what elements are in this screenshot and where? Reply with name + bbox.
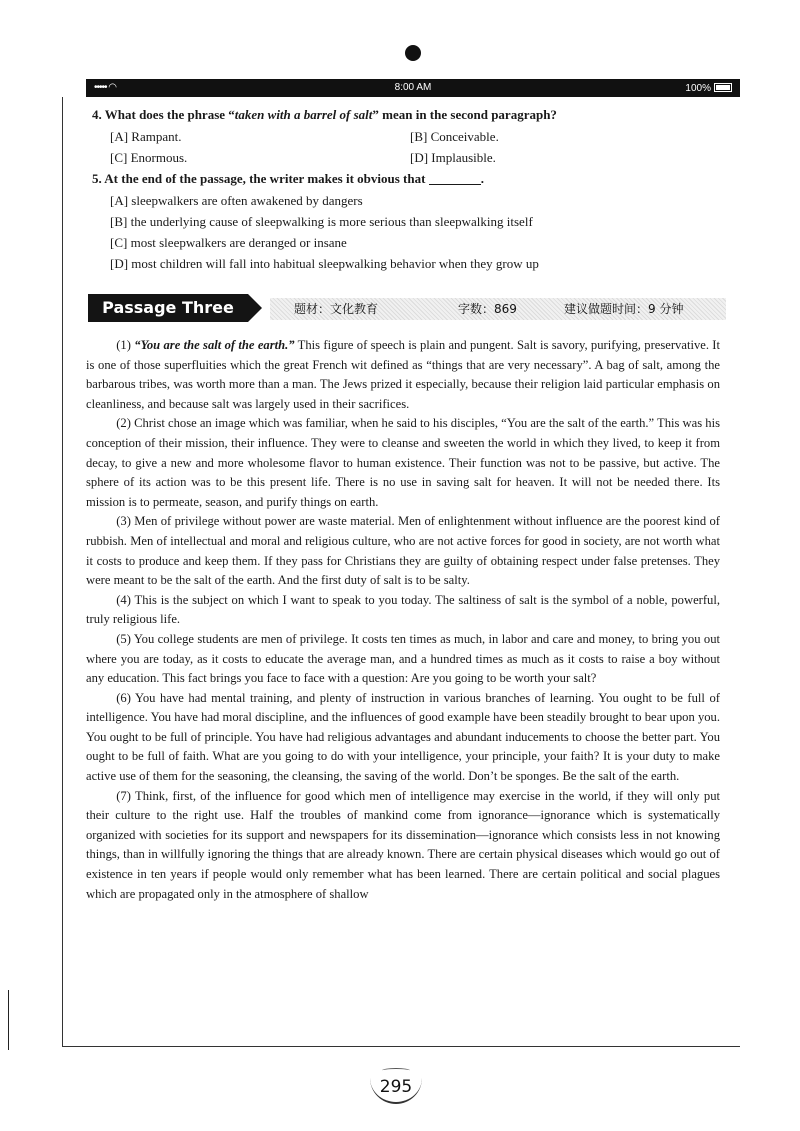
passage-meta: [270, 298, 726, 320]
paragraph-text: Christ chose an image which was familiar, when he said to his disciples, “You are the salt of the earth.” This was his conception of their mission, their influence. They were to cleanse and sweeten the world in which they lived, to keep it from decay, to give a new and more wholesome flavor to human existence. Their function was not to be passive, but active. The sphere of its action was to be this present life. There is no use in saving salt for heaven. It will not be needed there. Its mission is to permeate, season, and purify things on earth.: [86, 416, 720, 509]
question-block: [92, 104, 722, 274]
page-frame-left: [62, 97, 63, 1047]
paragraph: [86, 591, 720, 630]
paragraph: [86, 414, 720, 512]
paragraph-text: This figure of speech is plain and pungent. Salt is savory, purifying, preservative. It is one of those superfluities which the great French wit defined as “things that are very necessary”. A bag of salt, among the barbarous tribes, was worth more than a man. The Jews prized it especially, because their religion laid particular emphasis on cleanliness, and because salt was largely used in their sacrifices.: [86, 338, 720, 411]
paragraph: [86, 630, 720, 689]
answer-blank: [429, 184, 481, 185]
option-list: [110, 190, 722, 274]
option-c[interactable]: [110, 147, 410, 168]
passage-suggested-time: 建议做题时间：9 分钟: [564, 302, 684, 316]
margin-mark: [8, 990, 9, 1050]
paragraph-number: (5): [116, 631, 131, 646]
option-text: most children will fall into habitual sleepwalking behavior when they grow up: [131, 256, 539, 271]
option-key: [C]: [110, 235, 128, 250]
option-d[interactable]: [110, 253, 722, 274]
question-number: 5.: [92, 171, 102, 186]
question-stem-text: At the end of the passage, the writer makes it obvious that: [104, 171, 426, 186]
option-key: [B]: [110, 214, 128, 229]
passage-topic: 题材：文化教育: [294, 302, 379, 316]
question-phrase: taken with a barrel of salt: [234, 107, 373, 122]
option-text: Implausible.: [431, 150, 496, 165]
passage-body: [86, 336, 720, 904]
status-bar: [86, 79, 740, 97]
battery-indicator: [685, 83, 732, 94]
paragraph-lead: “You are the salt of the earth.”: [134, 338, 295, 352]
option-text: Enormous.: [130, 150, 188, 165]
question-4: [92, 104, 722, 168]
paragraph-text: This is the subject on which I want to speak to you today. The saltiness of salt is the symbol of a noble, powerful, truly religious life.: [86, 592, 720, 627]
paragraph-number: (3): [116, 514, 131, 529]
passage-word-count: 字数：869: [458, 302, 517, 316]
battery-icon: [714, 83, 732, 92]
option-key: [D]: [410, 150, 429, 165]
question-stem: [92, 104, 722, 126]
signal-wifi-indicator: ••••• ◠: [94, 82, 117, 93]
option-key: [A]: [110, 129, 129, 144]
paragraph-text: Think, first, of the influence for good which men of intelligence may exercise in the world, if they will only put their culture to the right use. Half the troubles of mankind come from ignorance—ignorance which is systematically organized with societies for its support and newspapers for its dissemination—ignorance which consists less in not knowing things, than in willfully ignoring the things that are already known. There are certain physical diseases which would go out of existence in ten years if people would only remember what has been learned. There are certain political and social plagues which are propagated only in the atmosphere of shallow: [86, 788, 720, 901]
page-frame-bottom: [62, 1046, 740, 1047]
question-stem-text: ” mean in the second paragraph?: [372, 107, 557, 122]
option-a[interactable]: [110, 190, 722, 211]
option-text: most sleepwalkers are deranged or insane: [130, 235, 347, 250]
paragraph-number: (4): [116, 592, 131, 607]
passage-label: Passage Three: [88, 294, 248, 322]
paragraph: [86, 512, 720, 590]
page-number: 295: [370, 1072, 422, 1104]
question-stem: [92, 168, 722, 190]
option-c[interactable]: [110, 232, 722, 253]
option-key: [B]: [410, 129, 428, 144]
banner-arrow-icon: [248, 294, 262, 322]
question-number: 4.: [92, 107, 102, 122]
question-stem-end: .: [480, 171, 484, 186]
paragraph-number: (6): [116, 690, 131, 705]
option-text: Rampant.: [131, 129, 182, 144]
camera-dot: [405, 45, 421, 61]
option-d[interactable]: [410, 147, 710, 168]
paragraph-number: (7): [116, 788, 131, 803]
passage-banner: [88, 293, 728, 327]
option-list: [110, 126, 722, 168]
option-text: sleepwalkers are often awakened by dangers: [131, 193, 363, 208]
option-key: [A]: [110, 193, 129, 208]
paragraph-text: You college students are men of privilege. It costs ten times as much, in labor and care and money, to bring you out where you are today, as it costs to educate the average man, and a hundred times as much as it costs to raise a boy without any education. This fact brings you face to face with a question: Are you going to be worth your salt?: [86, 631, 720, 686]
paragraph: [86, 336, 720, 414]
option-a[interactable]: [110, 126, 410, 147]
option-b[interactable]: [410, 126, 710, 147]
question-5: [92, 168, 722, 274]
option-key: [D]: [110, 256, 129, 271]
paragraph-text: You have had mental training, and plenty of instruction in various branches of learning. You ought to be full of intelligence. You have had moral discipline, and the influences of good example have been steadily brought to bear upon you. You ought to be full of principle. You have had religious advantages and abundant inducements to choose the better part. You ought to be full of faith. What are you going to do with your intelligence, your principle, your faith? It is your duty to make active use of them for the seasoning, the cleansing, the saving of the world. Don’t be sponges. Be the salt of the earth.: [86, 690, 720, 784]
paragraph-text: Men of privilege without power are waste material. Men of enlightenment without influence are the poorest kind of rubbish. Men of intellectual and moral and religious culture, who are not active forces for good in society, are not worth what it costs to produce and keep them. If they pass for Christians they are guilty of obtaining respect under false pretenses. They were meant to be the salt of the earth. And the first duty of salt is to be salty.: [86, 514, 720, 588]
paragraph: [86, 787, 720, 905]
option-text: the underlying cause of sleepwalking is more serious than sleepwalking itself: [130, 214, 533, 229]
paragraph: [86, 689, 720, 787]
battery-percent: 100%: [685, 83, 711, 94]
paragraph-number: (2): [116, 416, 131, 431]
option-key: [C]: [110, 150, 128, 165]
paragraph-number: (1): [116, 338, 131, 352]
status-time: 8:00 AM: [394, 82, 432, 93]
question-stem-text: What does the phrase “: [104, 107, 235, 122]
option-text: Conceivable.: [430, 129, 499, 144]
option-b[interactable]: [110, 211, 722, 232]
